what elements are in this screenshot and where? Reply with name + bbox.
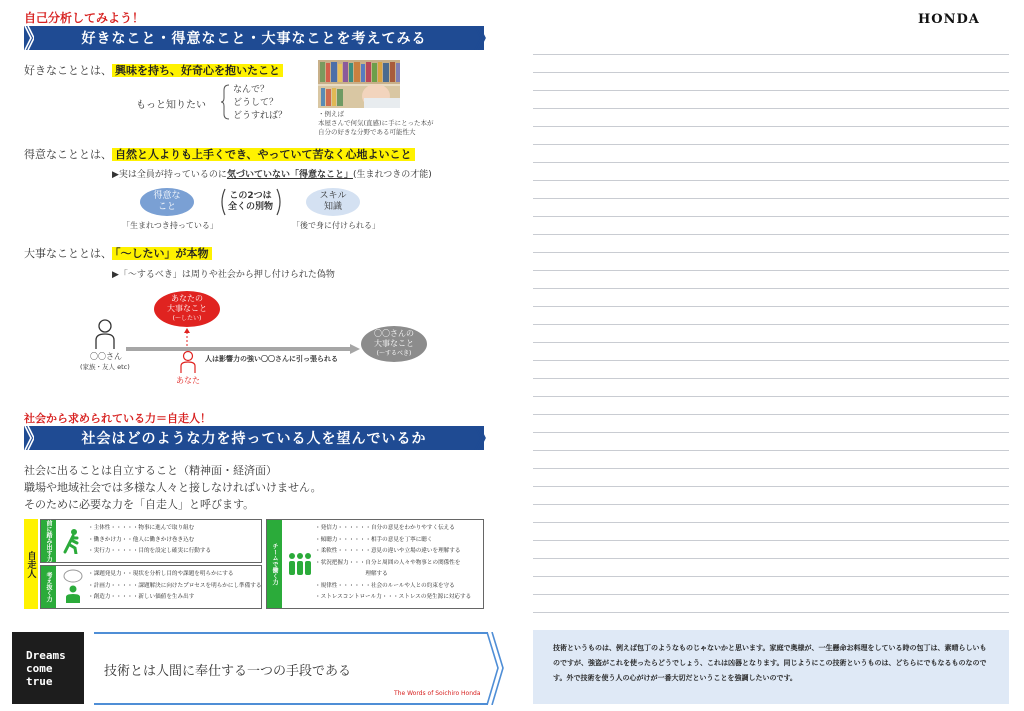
others-important-2: 大事なこと (374, 339, 414, 348)
question-how-come: どうして？ (233, 98, 279, 108)
other-person-sub: (家族・友人 etc) (80, 363, 130, 371)
others-important-bubble (361, 326, 427, 362)
good-line (24, 146, 415, 162)
para-line-2: 職場や地域社会では多様な人々と接しなければいけません。 (24, 481, 322, 494)
brace-icon (220, 84, 230, 124)
group3-item-5: 理解する (315, 571, 388, 577)
other-person-name: 〇〇さん (90, 352, 122, 361)
team-icon (287, 552, 313, 580)
group1-label: 前に踏み出す力 (41, 520, 56, 562)
explanation-box: 技術というものは、例えば包丁のようなものじゃないかと思います。家庭で奥様が、一生懸命お料理をしている時の包丁は、素晴らしいものですが、強盗がこれを使ったらどうでしょう、これは凶器となります。同じようにこの技術というものは、どちらにでもなるものなのです。外で技術を使う人の心がけが一番大切だということを強調したいのです。 (533, 630, 1009, 704)
group3-item-1: ・発信力・・・・・・自分の意見をわかりやすく伝える (315, 525, 455, 531)
group2-item-2: ・計画力・・・・・課題解決に向けたプロセスを明らかにし準備する (88, 582, 262, 589)
question-list (233, 84, 287, 123)
like-line (24, 62, 283, 78)
talent-pill: 得意な こと (140, 188, 194, 216)
question-how-to: どうすれば？ (233, 111, 288, 121)
photo-caption-line-2: 本屋さんで何気(直感)に手にとった本が (318, 119, 434, 127)
quote-rule-top (94, 632, 488, 634)
middle-note-2: 全くの別物 (228, 202, 274, 212)
dct-line-1: Dreams (26, 649, 66, 662)
like-lead: 好きなこととは、 (24, 64, 112, 77)
group3-item-2: ・傾聴力・・・・・・相手の意見を丁寧に聴く (315, 536, 433, 543)
quote-rule-bottom (94, 703, 488, 705)
important-note: ▶「〜するべき」は周りや社会から押し付けられた偽物 (112, 270, 335, 280)
good-lead: 得意なこととは、 (24, 148, 112, 161)
middle-note-1: この2つは (229, 191, 272, 201)
good-note (112, 167, 432, 180)
good-highlight: 自然と人よりも上手くでき、やっていて苦なく心地よいこと (112, 148, 415, 161)
group3-item-6: ・規律性・・・・・・社会のルールや人との約束を守る (315, 582, 455, 589)
good-note-post: (生まれつきの才能) (352, 170, 432, 180)
bookshelf-photo (318, 60, 400, 108)
section1-banner (24, 26, 484, 50)
dct-line-2: come (26, 662, 53, 675)
runner-icon (62, 528, 82, 558)
your-important-2: 大事なこと (167, 304, 207, 313)
paren-right (276, 188, 284, 220)
important-highlight: 「〜したい」が本物 (112, 247, 212, 260)
banner-left-marks (24, 26, 34, 50)
important-lead: 大事なこととは、 (24, 247, 112, 260)
other-person-icon (94, 318, 116, 354)
talent-caption: 「生まれつき持っている」 (122, 221, 218, 230)
group2-item-3: ・創造力・・・・・新しい価値を生み出す (88, 594, 195, 600)
quote-chevrons (486, 632, 506, 709)
group3-item-3: ・柔軟性・・・・・・意見の違いや立場の違いを理解する (315, 548, 461, 554)
jisou-side-label (24, 519, 38, 609)
arrow-caption: 人は影響力の強い〇〇さんに引っ張られる (205, 355, 338, 363)
your-important-1: あなたの (171, 294, 203, 303)
group1-items (88, 523, 211, 558)
group3-item-4: ・状況把握力・・・自分と周囲の人々や物事との関係性を (315, 559, 461, 566)
section1-kicker: 自己分析してみよう！ (24, 11, 145, 25)
group3-label: チームで働く力 (267, 520, 282, 608)
banner2-right-marks (474, 426, 488, 450)
want-more-label: もっと知りたい (136, 100, 206, 111)
your-important-3: (〜したい) (172, 315, 202, 322)
para-line-3: そのために必要な力を「自走人」と呼びます。 (24, 498, 255, 511)
others-important-3: (〜するべき) (376, 350, 412, 357)
like-highlight: 興味を持ち、好奇心を抱いたこと (112, 64, 283, 77)
thinker-icon (62, 569, 84, 609)
important-line (24, 245, 212, 261)
your-important-bubble (154, 291, 220, 327)
group2-label: 考え抜く力 (41, 566, 56, 608)
writing-lines (533, 37, 1009, 617)
section2-kicker: 社会から求められている力＝自走人！ (24, 412, 211, 425)
skill-caption: 「後で身に付けられる」 (292, 221, 380, 230)
photo-caption-line-1: ・例えば (318, 110, 344, 118)
skill-pill: スキル 知識 (306, 188, 360, 216)
quote-source: The Words of Soichiro Honda (394, 690, 481, 697)
photo-caption-line-3: 自分の好きな分野である可能性大 (318, 128, 416, 136)
group1-item-2: ・働きかけ力・・他人に働きかけ巻き込む (88, 536, 195, 543)
question-why: なんで？ (233, 85, 270, 95)
jisou-side-text: 自走人 (25, 550, 36, 578)
you-person-icon (180, 350, 196, 378)
section1-banner-text: 好きなこと・得意なこと・大事なことを考えてみる (81, 31, 427, 47)
honda-logo: HONDA (918, 12, 980, 27)
section2-banner-text: 社会はどのような力を持っている人を望んでいるか (81, 431, 427, 447)
dct-line-3: true (26, 675, 53, 688)
group2-item-1: ・課題発見力・・現状を分析し目的や課題を明らかにする (88, 571, 234, 577)
para-line-1: 社会に出ることは自立すること（精神面・経済面） (24, 464, 277, 477)
others-important-1: 〇〇さんの (374, 329, 414, 338)
section2-paragraph (24, 462, 322, 513)
banner-right-marks (474, 26, 488, 50)
group2-items (88, 569, 261, 604)
group3-item-7: ・ストレスコントロール力・・・ストレスの発生源に対応する (315, 594, 472, 600)
banner2-left-marks (24, 426, 34, 450)
dreams-come-true-logo (12, 632, 84, 704)
middle-note (228, 191, 273, 213)
honda-quote: 技術とは人間に奉仕する一つの手段である (104, 664, 352, 679)
paren-left (218, 188, 226, 220)
you-label: あなた (176, 376, 200, 385)
group1-item-3: ・実行力・・・・・目的を設定し確実に行動する (88, 548, 212, 554)
section2-banner (24, 426, 484, 450)
group3-items (315, 523, 471, 604)
good-note-pre: ▶実は全員が持っているのに (112, 170, 227, 180)
good-note-mid: 気づいていない「得意なこと」 (226, 170, 353, 180)
photo-caption (318, 110, 433, 137)
group1-item-1: ・主体性・・・・・物事に進んで取り組む (88, 525, 195, 531)
